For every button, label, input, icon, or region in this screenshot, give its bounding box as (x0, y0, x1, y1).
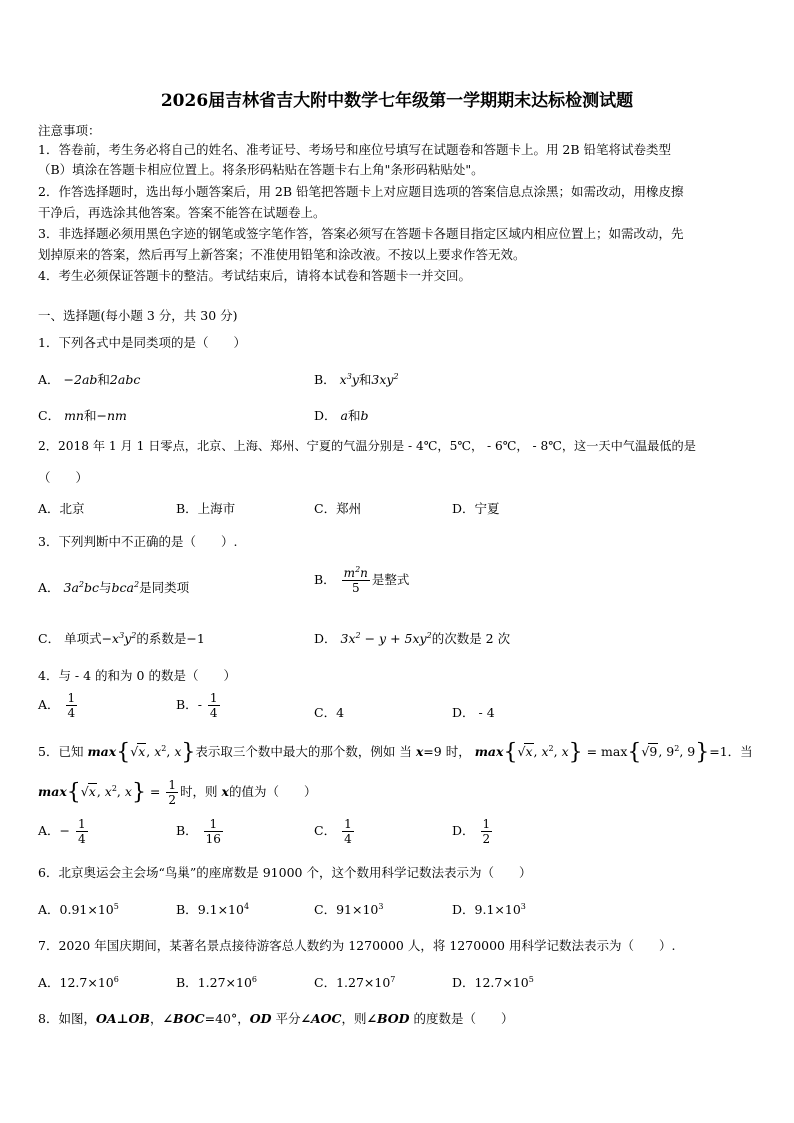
q4-option-d[interactable]: D． - 4 (452, 705, 495, 720)
question-5-stem-line2: max{√x, $x^2$, x} = $\frac{1}{2}$ 时，则 x的值为（ ） (38, 778, 317, 807)
q3-option-b[interactable]: B． $\frac{m^2n}{5}$ 是整式 (314, 565, 410, 595)
notice-line: 4．考生必须保证答题卡的整洁。考试结束后，请将本试卷和答题卡一并交回。 (38, 268, 471, 283)
q2-option-b[interactable]: B．上海市 (176, 501, 236, 516)
notice-heading: 注意事项： (38, 123, 101, 138)
q2-option-c[interactable]: C．郑州 (314, 501, 362, 516)
notice-line: 1．答卷前，考生务必将自己的姓名、准考证号、考场号和座位号填写在试题卷和答题卡上。用 2B 铅笔将试卷类型 (38, 142, 672, 157)
q1-option-a[interactable]: A． −2ab和2abc (38, 372, 141, 387)
q2-option-a[interactable]: A．北京 (38, 501, 85, 516)
q2-option-d[interactable]: D．宁夏 (452, 501, 500, 516)
q3-option-d[interactable]: D． $3x^2 - y + 5xy^2$的次数是 2 次 (314, 630, 511, 646)
q6-option-d[interactable]: D．$9.1\times 10^3$ (452, 901, 526, 917)
q3-option-a[interactable]: A． $3a^2bc$与bca$^2$是同类项 (38, 579, 190, 595)
q4-option-c[interactable]: C．4 (314, 705, 345, 720)
question-6-stem: 6．北京奥运会主会场“鸟巢”的座席数是 91000 个，这个数用科学记数法表示为（ ） (38, 865, 532, 880)
question-1-stem: 1．下列各式中是同类项的是（ ） (38, 335, 246, 350)
notice-line: 2．作答选择题时，选出每小题答案后，用 2B 铅笔把答题卡上对应题目选项的答案信息点涂黑；如需改动，用橡皮擦 (38, 184, 684, 199)
question-8-stem: 8．如图，OA⊥OB，∠BOC=40°，OD 平分∠AOC，则∠BOD 的度数是（ ） (38, 1011, 514, 1026)
question-3-stem: 3．下列判断中不正确的是（ ）. (38, 534, 238, 549)
q7-option-d[interactable]: D．$12.7\times 10^5$ (452, 974, 534, 990)
page-title: 2026届吉林省吉大附中数学七年级第一学期期末达标检测试题 (160, 91, 634, 111)
q1-option-b[interactable]: B． $x^3y$和$3xy^2$ (314, 371, 399, 387)
q7-option-b[interactable]: B．$1.27\times 10^6$ (176, 974, 257, 990)
section-heading: 一、选择题(每小题 3 分，共 30 分) (38, 308, 238, 323)
q7-option-c[interactable]: C．$1.27\times 10^7$ (314, 974, 396, 990)
q5-option-b[interactable]: B． $\frac{1}{16}$ (176, 817, 221, 846)
question-7-stem: 7．2020 年国庆期间，某著名景点接待游客总人数约为 1270000 人，将 1270000 用科学记数法表示为（ ）. (38, 938, 676, 953)
question-2-stem-cont: （ ） (38, 470, 89, 485)
question-4-stem: 4．与 - 4 的和为 0 的数是（ ） (38, 668, 236, 683)
notice-line: （B）填涂在答题卡相应位置上。将条形码粘贴在答题卡右上角"条形码粘贴处"。 (38, 162, 484, 177)
q5-option-d[interactable]: D． $\frac{1}{2}$ (452, 817, 491, 846)
q4-option-b[interactable]: B．- $\frac{1}{4}$ (176, 691, 218, 720)
q6-option-b[interactable]: B．$9.1\times 10^4$ (176, 901, 250, 917)
notice-line: 干净后，再选涂其他答案。答案不能答在试题卷上。 (38, 205, 326, 220)
q1-option-c[interactable]: C． mn和−nm (38, 408, 127, 423)
notice-line: 3．非选择题必须用黑色字迹的钢笔或签字笔作答，答案必须写在答题卡各题目指定区域内相应位置上；如需改动，先 (38, 226, 684, 241)
q1-option-d[interactable]: D． a和b (314, 408, 369, 423)
q4-option-a[interactable]: A． $\frac{1}{4}$ (38, 691, 76, 720)
q5-option-c[interactable]: C． $\frac{1}{4}$ (314, 817, 352, 846)
q3-option-c[interactable]: C． 单项式$-x^3y^2$的系数是−1 (38, 630, 205, 646)
q6-option-c[interactable]: C．$91\times 10^3$ (314, 901, 384, 917)
notice-line: 划掉原来的答案，然后再写上新答案；不准使用铅笔和涂改液。不按以上要求作答无效。 (38, 247, 526, 262)
question-2-stem: 2．2018 年 1 月 1 日零点，北京、上海、郑州、宁夏的气温分别是 - 4℃，5℃， - 6℃， - 8℃，这一天中气温最低的是 (38, 439, 696, 453)
question-5-stem-line1: 5．已知 max{√x, $x^2$, x}表示取三个数中最大的那个数，例如 当 x=9 时， max{√x, $x^2$, x} = max{√9, $9^2$, 9}=1．当 (38, 740, 753, 765)
q7-option-a[interactable]: A．$12.7\times 10^6$ (38, 974, 119, 990)
q5-option-a[interactable]: A．− $\frac{1}{4}$ (38, 817, 86, 846)
q6-option-a[interactable]: A．$0.91\times 10^5$ (38, 901, 119, 917)
